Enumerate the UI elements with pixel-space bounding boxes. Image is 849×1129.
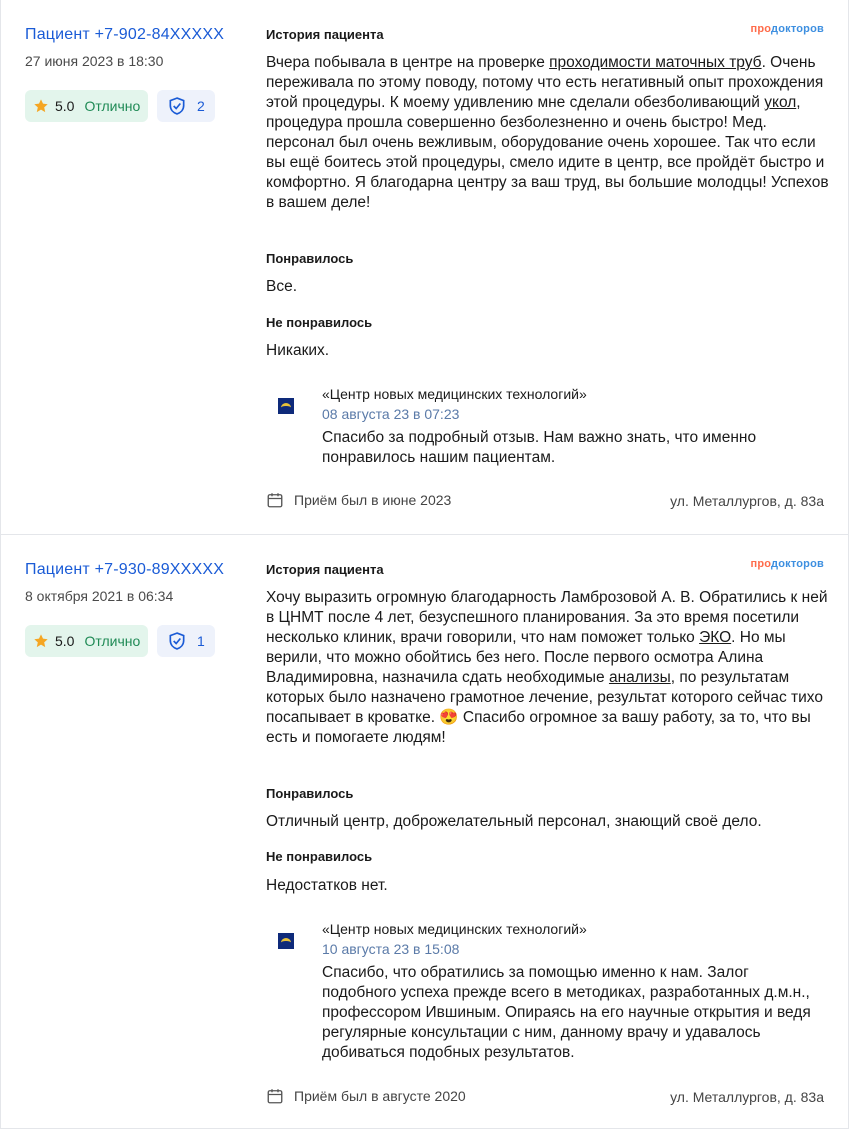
clinic-logo-icon (278, 398, 294, 414)
calendar-icon (266, 491, 284, 509)
rating-badge (25, 625, 148, 657)
verification-count: 1 (197, 633, 205, 649)
prodoctorov-logo: продокторов (750, 23, 824, 35)
disliked-title: Не понравилось (266, 315, 373, 330)
visit-info (266, 1087, 466, 1105)
link-ivf[interactable]: ЭКО (699, 629, 732, 646)
reply-date: 08 августа 23 в 07:23 (322, 406, 460, 422)
calendar-icon (266, 1087, 284, 1105)
reply-text: Спасибо за подробный отзыв. Нам важно знать, что именно понравилось нашим пациентам. (322, 429, 757, 466)
verification-badge[interactable] (157, 90, 215, 122)
verification-count: 2 (197, 98, 205, 114)
clinic-logo-icon (278, 933, 294, 949)
review-date: 27 июня 2023 в 18:30 (25, 53, 164, 69)
rating-score: 5.0 (55, 633, 75, 649)
reply-clinic-name: «Центр новых медицинских технологий» (322, 386, 587, 402)
clinic-reply (266, 921, 831, 1061)
visit-text: Приём был в августе 2020 (294, 1088, 466, 1104)
review-date: 8 октября 2021 в 06:34 (25, 588, 174, 604)
link-tube-patency[interactable]: проходимости маточных труб (549, 54, 762, 71)
liked-text: Все. (266, 278, 298, 295)
story-title: История пациента (266, 27, 384, 42)
rating-word: Отлично (84, 98, 141, 114)
story-text: Хочу выразить огромную благодарность Ламброзовой А. В. Обратились к ней в ЦНМТ после 4 лет, безуспешного планирования. За это время посетили несколько клиник, врачи говорили, что нам поможет только ЭКО. Но мы верили, что можно обойтись без него. После первого осмотра Алина Владимировна, назначила сдать необходимые анализы, по результатам которых было назначено грамотное лечение, результат которого сейчас тихо посапывает в кроватке. 😍 Спасибо огромное за вашу работу, за то, что вы есть и помогаете людям! (266, 589, 828, 746)
verification-badge[interactable] (157, 625, 215, 657)
clinic-reply (266, 386, 831, 476)
rating-badge (25, 90, 148, 122)
clinic-address: ул. Металлургов, д. 83а (670, 1089, 824, 1105)
review-author-link[interactable]: Пациент +7-902-84XXXXX (25, 26, 225, 43)
reply-date: 10 августа 23 в 15:08 (322, 941, 460, 957)
visit-text: Приём был в июне 2023 (294, 492, 452, 508)
star-icon (33, 98, 49, 114)
liked-text: Отличный центр, доброжелательный персонал, знающий своё дело. (266, 813, 762, 830)
disliked-text: Недостатков нет. (266, 877, 388, 894)
link-tests[interactable]: анализы (608, 669, 671, 686)
review-card (0, 534, 849, 1129)
rating-score: 5.0 (55, 98, 75, 114)
shield-check-icon (167, 631, 187, 651)
link-injection[interactable]: укол (764, 94, 797, 111)
story-title: История пациента (266, 562, 384, 577)
story-text: Вчера побывала в центре на проверке проходимости маточных труб. Очень переживала по этому поводу, потому что есть негативный опыт прохождения этой процедуры. К моему удивлению мне сделали обезболивающий укол, процедура прошла совершенно безболезненно и очень быстро! Мед. персонал был очень вежливым, оборудование очень хорошее. Так что если вы ещё боитесь этой процедуры, смело идите в центр, все пройдёт быстро и комфортно. Я благодарна центру за ваш труд, вы большие молодцы! Успехов в вашем деле! (266, 54, 829, 211)
liked-title: Понравилось (266, 786, 354, 801)
reply-clinic-name: «Центр новых медицинских технологий» (322, 921, 587, 937)
star-icon (33, 633, 49, 649)
review-card (0, 0, 849, 534)
clinic-address: ул. Металлургов, д. 83а (670, 493, 824, 509)
smiling-face-hearts-icon: 😍 (439, 709, 459, 726)
rating-word: Отлично (84, 633, 141, 649)
liked-title: Понравилось (266, 251, 354, 266)
visit-info (266, 491, 451, 509)
disliked-text: Никаких. (266, 342, 330, 359)
prodoctorov-logo: продокторов (750, 558, 824, 570)
review-author-link[interactable]: Пациент +7-930-89XXXXX (25, 561, 225, 578)
disliked-title: Не понравилось (266, 849, 373, 864)
shield-check-icon (167, 96, 187, 116)
reply-text: Спасибо, что обратились за помощью именно к нам. Залог подобного успеха прежде всего в методиках, разработанных д.м.н., профессором Ившиным. Опираясь на его научные открытия и ведя регулярные консультации с ним, данному врачу и удавалось добиваться подобных результатов. (322, 964, 811, 1061)
